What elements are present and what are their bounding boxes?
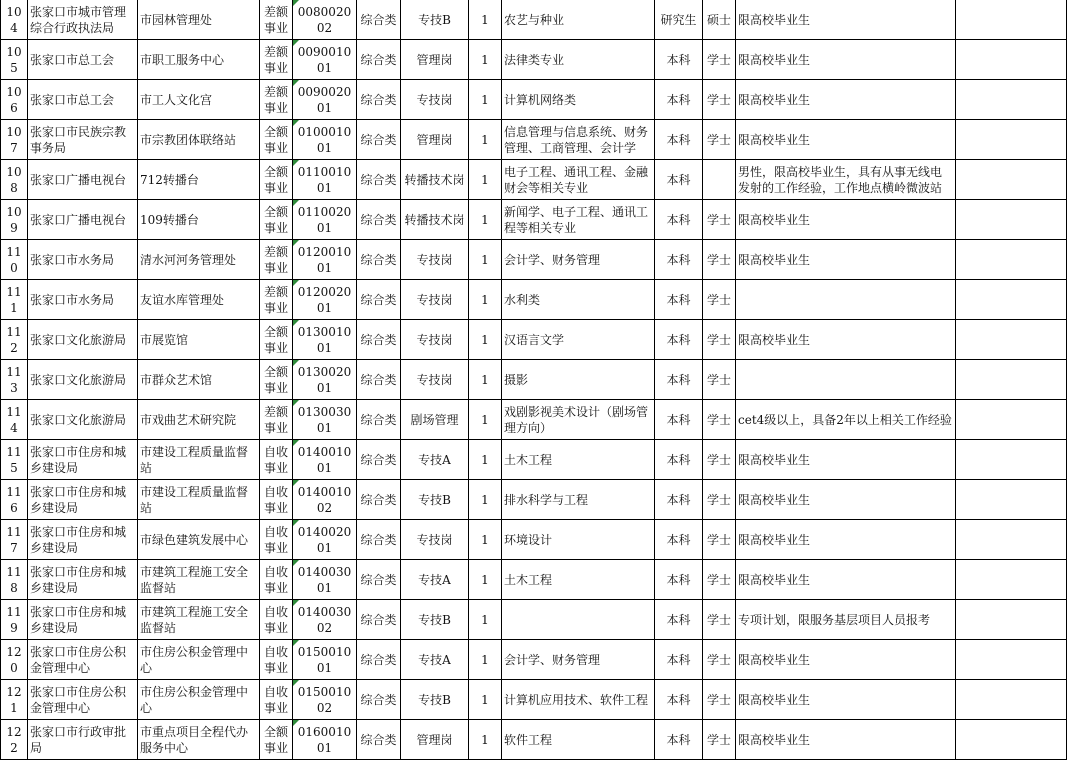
category-cell: 综合类 (357, 200, 401, 240)
position-code-cell: 012002001 (293, 280, 357, 320)
major-cell: 水利类 (502, 280, 655, 320)
education-cell: 本科 (655, 200, 703, 240)
degree-cell: 学士 (703, 520, 736, 560)
post-type-cell: 专技岗 (401, 320, 469, 360)
education-cell: 本科 (655, 480, 703, 520)
table-row (1, 320, 1067, 360)
row-number: 106 (1, 80, 28, 120)
table-row (1, 560, 1067, 600)
category-cell: 综合类 (357, 80, 401, 120)
degree-cell: 学士 (703, 80, 736, 120)
degree-cell: 学士 (703, 360, 736, 400)
major-cell: 新闻学、电子工程、通讯工程等相关专业 (502, 200, 655, 240)
degree-cell: 学士 (703, 440, 736, 480)
position-code-cell: 014001002 (293, 480, 357, 520)
education-cell: 本科 (655, 600, 703, 640)
table-row (1, 120, 1067, 160)
post-type-cell: 专技A (401, 560, 469, 600)
post-type-cell: 管理岗 (401, 120, 469, 160)
post-type-cell: 剧场管理 (401, 400, 469, 440)
funding-type-cell: 差额事业 (260, 0, 293, 40)
major-cell (502, 600, 655, 640)
row-number: 115 (1, 440, 28, 480)
table-row (1, 400, 1067, 440)
department-cell: 张家口市住房和城乡建设局 (28, 600, 138, 640)
department-cell: 张家口市住房公积金管理中心 (28, 680, 138, 720)
position-code-cell: 014001001 (293, 440, 357, 480)
position-code-cell: 014003001 (293, 560, 357, 600)
degree-cell: 学士 (703, 640, 736, 680)
funding-type-cell: 自收事业 (260, 520, 293, 560)
requirements-cell: 专项计划，限服务基层项目人员报考 (736, 600, 956, 640)
education-cell: 本科 (655, 40, 703, 80)
remarks-cell (956, 520, 1067, 560)
position-code-cell: 009001001 (293, 40, 357, 80)
department-cell: 张家口市住房和城乡建设局 (28, 560, 138, 600)
requirements-cell: 限高校毕业生 (736, 560, 956, 600)
position-code-cell: 015001002 (293, 680, 357, 720)
funding-type-cell: 自收事业 (260, 440, 293, 480)
unit-cell: 市工人文化宫 (138, 80, 260, 120)
post-type-cell: 专技岗 (401, 80, 469, 120)
degree-cell: 学士 (703, 600, 736, 640)
funding-type-cell: 差额事业 (260, 240, 293, 280)
table-body (1, 0, 1067, 760)
row-number: 112 (1, 320, 28, 360)
education-cell: 本科 (655, 360, 703, 400)
department-cell: 张家口市住房和城乡建设局 (28, 440, 138, 480)
row-number: 113 (1, 360, 28, 400)
requirements-cell: 限高校毕业生 (736, 0, 956, 40)
table-row (1, 240, 1067, 280)
degree-cell: 硕士 (703, 0, 736, 40)
requirements-cell: 限高校毕业生 (736, 640, 956, 680)
table-row (1, 600, 1067, 640)
table-row (1, 360, 1067, 400)
major-cell: 摄影 (502, 360, 655, 400)
department-cell: 张家口市水务局 (28, 240, 138, 280)
funding-type-cell: 全额事业 (260, 120, 293, 160)
remarks-cell (956, 640, 1067, 680)
category-cell: 综合类 (357, 560, 401, 600)
remarks-cell (956, 80, 1067, 120)
remarks-cell (956, 440, 1067, 480)
education-cell: 本科 (655, 320, 703, 360)
position-code-cell: 014003002 (293, 600, 357, 640)
education-cell: 本科 (655, 160, 703, 200)
major-cell: 电子工程、通讯工程、金融财会等相关专业 (502, 160, 655, 200)
requirements-cell: 限高校毕业生 (736, 40, 956, 80)
degree-cell: 学士 (703, 400, 736, 440)
education-cell: 本科 (655, 80, 703, 120)
position-code-cell: 015001001 (293, 640, 357, 680)
headcount-cell: 1 (469, 240, 502, 280)
row-number: 117 (1, 520, 28, 560)
position-code-cell: 013002001 (293, 360, 357, 400)
row-number: 105 (1, 40, 28, 80)
headcount-cell: 1 (469, 120, 502, 160)
category-cell: 综合类 (357, 280, 401, 320)
funding-type-cell: 自收事业 (260, 680, 293, 720)
funding-type-cell: 自收事业 (260, 480, 293, 520)
funding-type-cell: 全额事业 (260, 360, 293, 400)
education-cell: 本科 (655, 440, 703, 480)
degree-cell: 学士 (703, 480, 736, 520)
major-cell: 会计学、财务管理 (502, 240, 655, 280)
funding-type-cell: 全额事业 (260, 160, 293, 200)
category-cell: 综合类 (357, 600, 401, 640)
requirements-cell: 限高校毕业生 (736, 240, 956, 280)
unit-cell: 市宗教团体联络站 (138, 120, 260, 160)
education-cell: 本科 (655, 640, 703, 680)
table-row (1, 280, 1067, 320)
category-cell: 综合类 (357, 720, 401, 760)
major-cell: 法律类专业 (502, 40, 655, 80)
department-cell: 张家口市总工会 (28, 80, 138, 120)
remarks-cell (956, 280, 1067, 320)
requirements-cell: 限高校毕业生 (736, 440, 956, 480)
requirements-cell: 限高校毕业生 (736, 200, 956, 240)
table-row (1, 720, 1067, 760)
table-row (1, 160, 1067, 200)
headcount-cell: 1 (469, 560, 502, 600)
degree-cell: 学士 (703, 240, 736, 280)
post-type-cell: 专技岗 (401, 280, 469, 320)
position-code-cell: 013001001 (293, 320, 357, 360)
remarks-cell (956, 40, 1067, 80)
row-number: 121 (1, 680, 28, 720)
major-cell: 戏剧影视美术设计（剧场管理方向） (502, 400, 655, 440)
row-number: 110 (1, 240, 28, 280)
department-cell: 张家口文化旅游局 (28, 400, 138, 440)
department-cell: 张家口市住房公积金管理中心 (28, 640, 138, 680)
headcount-cell: 1 (469, 480, 502, 520)
category-cell: 综合类 (357, 440, 401, 480)
row-number: 104 (1, 0, 28, 40)
unit-cell: 市园林管理处 (138, 0, 260, 40)
requirements-cell: 限高校毕业生 (736, 320, 956, 360)
unit-cell: 清水河河务管理处 (138, 240, 260, 280)
major-cell: 土木工程 (502, 440, 655, 480)
degree-cell: 学士 (703, 680, 736, 720)
remarks-cell (956, 120, 1067, 160)
category-cell: 综合类 (357, 160, 401, 200)
headcount-cell: 1 (469, 80, 502, 120)
table-row (1, 640, 1067, 680)
position-code-cell: 016001001 (293, 720, 357, 760)
education-cell: 本科 (655, 400, 703, 440)
unit-cell: 712转播台 (138, 160, 260, 200)
unit-cell: 市建筑工程施工安全监督站 (138, 560, 260, 600)
requirements-cell: 限高校毕业生 (736, 120, 956, 160)
funding-type-cell: 自收事业 (260, 600, 293, 640)
unit-cell: 市职工服务中心 (138, 40, 260, 80)
headcount-cell: 1 (469, 0, 502, 40)
department-cell: 张家口广播电视台 (28, 160, 138, 200)
major-cell: 信息管理与信息系统、财务管理、工商管理、会计学 (502, 120, 655, 160)
category-cell: 综合类 (357, 680, 401, 720)
post-type-cell: 专技岗 (401, 360, 469, 400)
remarks-cell (956, 720, 1067, 760)
major-cell: 汉语言文学 (502, 320, 655, 360)
unit-cell: 市建设工程质量监督站 (138, 480, 260, 520)
post-type-cell: 专技岗 (401, 520, 469, 560)
remarks-cell (956, 360, 1067, 400)
category-cell: 综合类 (357, 520, 401, 560)
table-row (1, 200, 1067, 240)
position-code-cell: 008002002 (293, 0, 357, 40)
unit-cell: 市群众艺术馆 (138, 360, 260, 400)
requirements-cell (736, 360, 956, 400)
position-code-cell: 014002001 (293, 520, 357, 560)
category-cell: 综合类 (357, 120, 401, 160)
headcount-cell: 1 (469, 640, 502, 680)
category-cell: 综合类 (357, 320, 401, 360)
category-cell: 综合类 (357, 0, 401, 40)
funding-type-cell: 差额事业 (260, 40, 293, 80)
headcount-cell: 1 (469, 320, 502, 360)
requirements-cell: cet4级以上，具备2年以上相关工作经验 (736, 400, 956, 440)
headcount-cell: 1 (469, 200, 502, 240)
department-cell: 张家口市城市管理综合行政执法局 (28, 0, 138, 40)
funding-type-cell: 自收事业 (260, 560, 293, 600)
unit-cell: 市建筑工程施工安全监督站 (138, 600, 260, 640)
education-cell: 本科 (655, 240, 703, 280)
category-cell: 综合类 (357, 640, 401, 680)
table-row (1, 680, 1067, 720)
major-cell: 土木工程 (502, 560, 655, 600)
category-cell: 综合类 (357, 400, 401, 440)
unit-cell: 市重点项目全程代办服务中心 (138, 720, 260, 760)
remarks-cell (956, 160, 1067, 200)
department-cell: 张家口市民族宗教事务局 (28, 120, 138, 160)
education-cell: 本科 (655, 280, 703, 320)
education-cell: 本科 (655, 680, 703, 720)
requirements-cell: 限高校毕业生 (736, 520, 956, 560)
remarks-cell (956, 400, 1067, 440)
funding-type-cell: 全额事业 (260, 200, 293, 240)
funding-type-cell: 差额事业 (260, 80, 293, 120)
degree-cell (703, 160, 736, 200)
department-cell: 张家口市行政审批局 (28, 720, 138, 760)
unit-cell: 友谊水库管理处 (138, 280, 260, 320)
degree-cell: 学士 (703, 40, 736, 80)
row-number: 118 (1, 560, 28, 600)
position-code-cell: 011002001 (293, 200, 357, 240)
remarks-cell (956, 480, 1067, 520)
post-type-cell: 管理岗 (401, 720, 469, 760)
headcount-cell: 1 (469, 360, 502, 400)
category-cell: 综合类 (357, 480, 401, 520)
row-number: 116 (1, 480, 28, 520)
headcount-cell: 1 (469, 40, 502, 80)
table-row (1, 440, 1067, 480)
funding-type-cell: 全额事业 (260, 320, 293, 360)
unit-cell: 市绿色建筑发展中心 (138, 520, 260, 560)
row-number: 109 (1, 200, 28, 240)
requirements-cell: 限高校毕业生 (736, 80, 956, 120)
category-cell: 综合类 (357, 360, 401, 400)
row-number: 119 (1, 600, 28, 640)
remarks-cell (956, 320, 1067, 360)
headcount-cell: 1 (469, 680, 502, 720)
major-cell: 计算机应用技术、软件工程 (502, 680, 655, 720)
requirements-cell: 限高校毕业生 (736, 480, 956, 520)
unit-cell: 109转播台 (138, 200, 260, 240)
post-type-cell: 转播技术岗 (401, 200, 469, 240)
degree-cell: 学士 (703, 720, 736, 760)
degree-cell: 学士 (703, 200, 736, 240)
requirements-cell: 限高校毕业生 (736, 680, 956, 720)
post-type-cell: 专技A (401, 640, 469, 680)
funding-type-cell: 差额事业 (260, 400, 293, 440)
row-number: 107 (1, 120, 28, 160)
education-cell: 本科 (655, 520, 703, 560)
post-type-cell: 管理岗 (401, 40, 469, 80)
unit-cell: 市戏曲艺术研究院 (138, 400, 260, 440)
education-cell: 本科 (655, 720, 703, 760)
position-code-cell: 013003001 (293, 400, 357, 440)
major-cell: 环境设计 (502, 520, 655, 560)
requirements-cell: 男性，限高校毕业生，具有从事无线电发射的工作经验，工作地点横岭微波站 (736, 160, 956, 200)
requirements-cell: 限高校毕业生 (736, 720, 956, 760)
major-cell: 会计学、财务管理 (502, 640, 655, 680)
department-cell: 张家口市水务局 (28, 280, 138, 320)
headcount-cell: 1 (469, 440, 502, 480)
remarks-cell (956, 680, 1067, 720)
position-code-cell: 009002001 (293, 80, 357, 120)
unit-cell: 市住房公积金管理中心 (138, 640, 260, 680)
table-row (1, 0, 1067, 40)
education-cell: 本科 (655, 560, 703, 600)
row-number: 120 (1, 640, 28, 680)
major-cell: 软件工程 (502, 720, 655, 760)
funding-type-cell: 差额事业 (260, 280, 293, 320)
post-type-cell: 专技B (401, 600, 469, 640)
position-code-cell: 012001001 (293, 240, 357, 280)
headcount-cell: 1 (469, 280, 502, 320)
table-row (1, 520, 1067, 560)
table-row (1, 80, 1067, 120)
unit-cell: 市展览馆 (138, 320, 260, 360)
funding-type-cell: 自收事业 (260, 640, 293, 680)
degree-cell: 学士 (703, 120, 736, 160)
post-type-cell: 专技B (401, 480, 469, 520)
table-row (1, 40, 1067, 80)
remarks-cell (956, 200, 1067, 240)
education-cell: 研究生 (655, 0, 703, 40)
remarks-cell (956, 560, 1067, 600)
post-type-cell: 专技B (401, 0, 469, 40)
department-cell: 张家口文化旅游局 (28, 320, 138, 360)
major-cell: 计算机网络类 (502, 80, 655, 120)
remarks-cell (956, 600, 1067, 640)
row-number: 108 (1, 160, 28, 200)
major-cell: 农艺与种业 (502, 0, 655, 40)
degree-cell: 学士 (703, 560, 736, 600)
degree-cell: 学士 (703, 320, 736, 360)
category-cell: 综合类 (357, 240, 401, 280)
requirements-cell (736, 280, 956, 320)
post-type-cell: 专技B (401, 680, 469, 720)
unit-cell: 市建设工程质量监督站 (138, 440, 260, 480)
headcount-cell: 1 (469, 600, 502, 640)
post-type-cell: 专技A (401, 440, 469, 480)
degree-cell: 学士 (703, 280, 736, 320)
headcount-cell: 1 (469, 160, 502, 200)
position-code-cell: 010001001 (293, 120, 357, 160)
row-number: 111 (1, 280, 28, 320)
department-cell: 张家口市总工会 (28, 40, 138, 80)
major-cell: 排水科学与工程 (502, 480, 655, 520)
post-type-cell: 转播技术岗 (401, 160, 469, 200)
category-cell: 综合类 (357, 40, 401, 80)
unit-cell: 市住房公积金管理中心 (138, 680, 260, 720)
remarks-cell (956, 240, 1067, 280)
funding-type-cell: 全额事业 (260, 720, 293, 760)
table-row (1, 480, 1067, 520)
post-type-cell: 专技岗 (401, 240, 469, 280)
row-number: 122 (1, 720, 28, 760)
department-cell: 张家口文化旅游局 (28, 360, 138, 400)
row-number: 114 (1, 400, 28, 440)
headcount-cell: 1 (469, 400, 502, 440)
headcount-cell: 1 (469, 720, 502, 760)
department-cell: 张家口市住房和城乡建设局 (28, 480, 138, 520)
position-code-cell: 011001001 (293, 160, 357, 200)
department-cell: 张家口广播电视台 (28, 200, 138, 240)
remarks-cell (956, 0, 1067, 40)
headcount-cell: 1 (469, 520, 502, 560)
department-cell: 张家口市住房和城乡建设局 (28, 520, 138, 560)
education-cell: 本科 (655, 120, 703, 160)
